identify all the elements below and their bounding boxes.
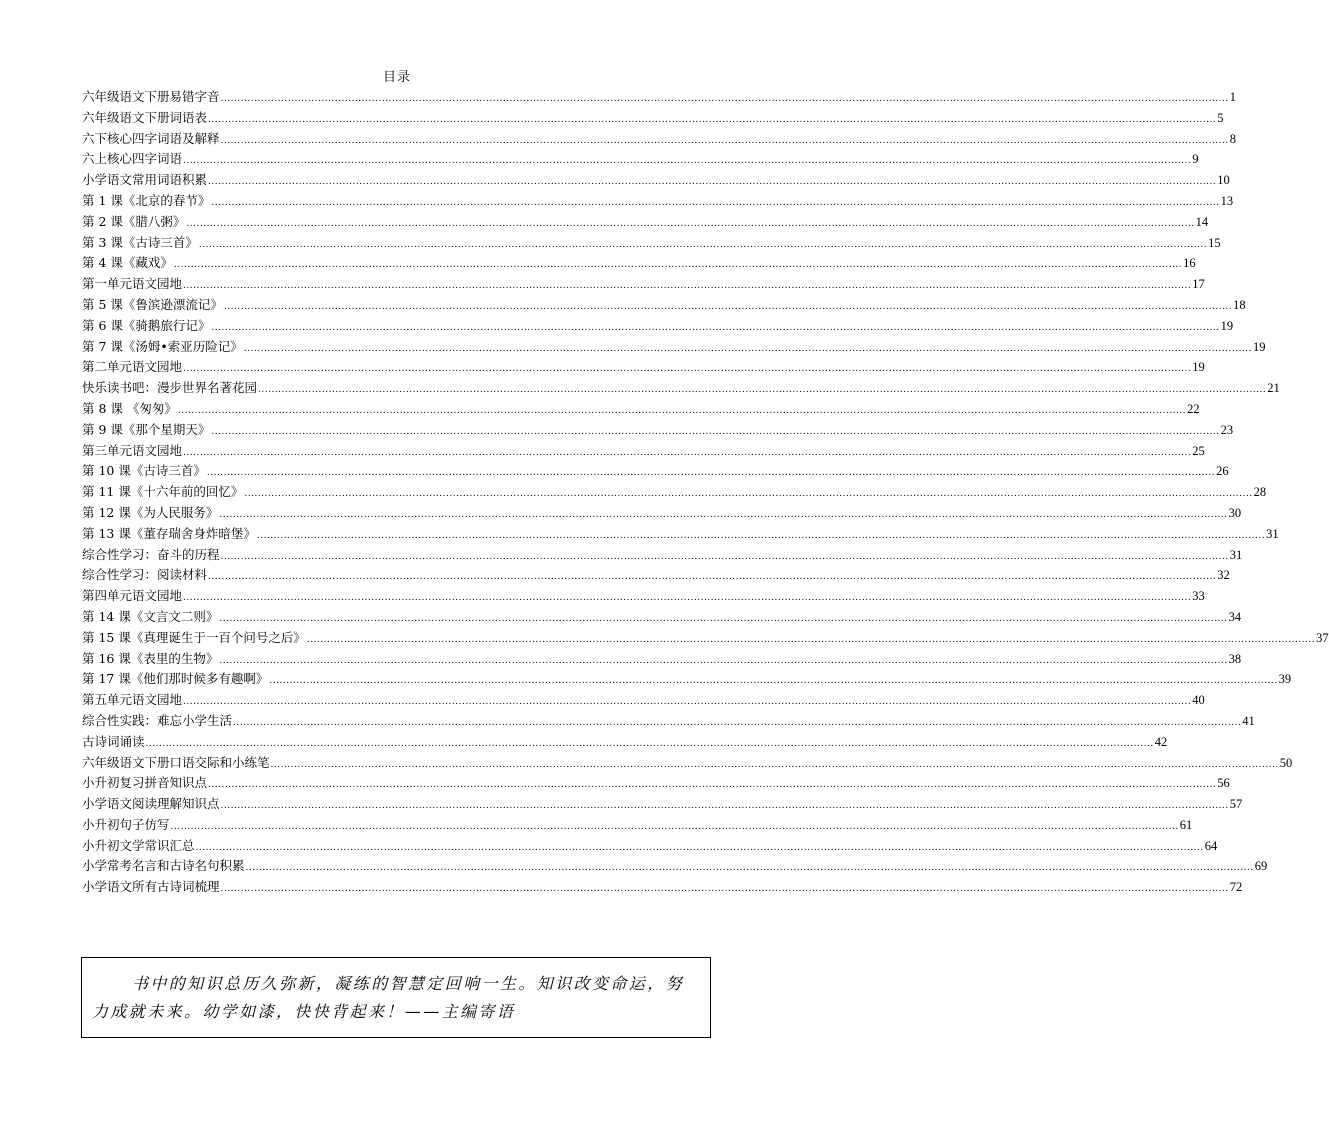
toc-leader-dots: ............................................................................................................................................................................................................................................................................................................: [244, 489, 1253, 500]
toc-leader-dots: ............................................................................................................................................................................................................................................................................................................: [206, 468, 1216, 479]
toc-entry-label: 六下核心四字词语及解释: [82, 130, 220, 146]
toc-entry-page: 56: [1217, 776, 1230, 791]
toc-leader-dots: ............................................................................................................................................................................................................................................................................................................: [256, 530, 1266, 541]
toc-entry[interactable]: [82, 233, 1221, 254]
toc-entry-label: 第二单元语文园地: [82, 359, 183, 375]
toc-entry-label: 小学语文常用词语积累: [82, 172, 208, 188]
toc-entry[interactable]: [82, 815, 1193, 836]
toc-entry-label: 第 7 课《汤姆•索亚历险记》: [82, 338, 243, 354]
toc-entry-label: 第 5 课《鲁滨逊漂流记》: [82, 296, 223, 312]
toc-entry-page: 57: [1229, 797, 1243, 812]
toc-leader-dots: ............................................................................................................................................................................................................................................................................................................: [220, 94, 1229, 104]
toc-entry-page: 25: [1192, 443, 1205, 458]
toc-leader-dots: ............................................................................................................................................................................................................................................................................................................: [208, 114, 1217, 125]
toc-entry-label: 第五单元语文园地: [82, 692, 183, 708]
toc-entry[interactable]: [82, 295, 1246, 316]
toc-entry[interactable]: [82, 545, 1243, 566]
toc-entry-page: 30: [1228, 505, 1242, 520]
toc-leader-dots: ............................................................................................................................................................................................................................................................................................................: [183, 447, 1192, 458]
toc-entry-label: 第 2 课《腊八粥》: [82, 213, 186, 229]
toc-entry-label: 第一单元语文园地: [82, 276, 183, 292]
toc-leader-dots: ............................................................................................................................................................................................................................................................................................................: [173, 260, 1183, 271]
toc-entry-label: 第 4 课《藏戏》: [82, 255, 173, 271]
toc-entry[interactable]: [82, 877, 1243, 898]
toc-leader-dots: ............................................................................................................................................................................................................................................................................................................: [145, 738, 1154, 749]
toc-entry-page: 72: [1229, 880, 1243, 895]
toc-entry-page: 69: [1254, 859, 1268, 874]
toc-entry-label: 第 6 课《骑鹅旅行记》: [82, 317, 211, 333]
toc-entry-label: 第 13 课《董存瑞舍身炸暗堡》: [82, 525, 256, 541]
toc-entry-page: 22: [1187, 401, 1200, 416]
toc-leader-dots: ............................................................................................................................................................................................................................................................................................................: [211, 426, 1220, 437]
toc-entry[interactable]: [82, 170, 1230, 191]
toc-entry[interactable]: [82, 253, 1196, 274]
toc-entry-label: 六上核心四字词语: [82, 151, 183, 167]
toc-entry[interactable]: [82, 191, 1234, 212]
toc-entry-page: 31: [1266, 526, 1279, 541]
toc-entry[interactable]: [82, 565, 1230, 586]
toc-entry-label: 综合性学习：阅读材料: [82, 567, 208, 583]
toc-entry-label: 快乐读书吧：漫步世界名著花园: [82, 380, 258, 396]
toc-leader-dots: ............................................................................................................................................................................................................................................................................................................: [183, 281, 1192, 292]
toc-leader-dots: ............................................................................................................................................................................................................................................................................................................: [195, 842, 1204, 853]
toc-entry-page: 37: [1316, 630, 1329, 645]
toc-entry-page: 16: [1183, 256, 1196, 271]
toc-entry-page: 21: [1267, 381, 1280, 396]
toc-entry-page: 5: [1217, 110, 1224, 125]
toc-leader-dots: ............................................................................................................................................................................................................................................................................................................: [219, 509, 1228, 520]
toc-entry-page: 23: [1220, 422, 1234, 437]
toc-entry-page: 31: [1229, 547, 1243, 562]
toc-entry-page: 13: [1220, 193, 1234, 208]
toc-entry[interactable]: [82, 108, 1224, 129]
toc-leader-dots: ............................................................................................................................................................................................................................................................................................................: [219, 613, 1228, 624]
toc-leader-dots: ............................................................................................................................................................................................................................................................................................................: [223, 301, 1233, 312]
toc-entry[interactable]: [82, 711, 1255, 732]
toc-leader-dots: ............................................................................................................................................................................................................................................................................................................: [208, 572, 1217, 583]
toc-entry[interactable]: [82, 753, 1293, 774]
toc-entry[interactable]: [82, 420, 1234, 441]
toc-entry-label: 第 15 课《真理诞生于一百个问号之后》: [82, 629, 306, 645]
toc-entry-page: 34: [1228, 609, 1242, 624]
toc-leader-dots: ............................................................................................................................................................................................................................................................................................................: [220, 884, 1229, 895]
toc-leader-dots: ............................................................................................................................................................................................................................................................................................................: [220, 801, 1229, 812]
toc-entry-page: 33: [1192, 589, 1205, 604]
toc-entry-label: 第 16 课《表里的生物》: [82, 650, 219, 666]
toc-leader-dots: ............................................................................................................................................................................................................................................................................................................: [183, 697, 1192, 708]
toc-entry-label: 古诗词诵读: [82, 733, 145, 749]
toc-entry[interactable]: [82, 357, 1205, 378]
toc-entry[interactable]: [82, 503, 1242, 524]
toc-entry-label: 第 3 课《古诗三首》: [82, 234, 198, 250]
toc-entry-label: 六年级语文下册易错字音: [82, 89, 220, 104]
toc-entry-page: 38: [1228, 651, 1242, 666]
toc-entry-label: 小学语文所有古诗词梳理: [82, 879, 220, 895]
toc-entry-page: 61: [1179, 817, 1193, 832]
toc-entry-label: 第 8 课 《匆匆》: [82, 400, 177, 416]
toc-leader-dots: ............................................................................................................................................................................................................................................................................................................: [211, 322, 1220, 333]
toc-leader-dots: ............................................................................................................................................................................................................................................................................................................: [183, 156, 1192, 167]
toc-leader-dots: ............................................................................................................................................................................................................................................................................................................: [186, 218, 1195, 229]
toc-entry[interactable]: [82, 482, 1267, 503]
toc-leader-dots: ............................................................................................................................................................................................................................................................................................................: [208, 780, 1217, 791]
toc-entry-label: 小升初复习拼音知识点: [82, 775, 208, 791]
toc-entry-page: 41: [1242, 713, 1255, 728]
toc-entry[interactable]: [82, 524, 1279, 545]
toc-entry[interactable]: [82, 212, 1209, 233]
toc-entry[interactable]: [82, 274, 1205, 295]
toc-leader-dots: ............................................................................................................................................................................................................................................................................................................: [183, 593, 1192, 604]
toc-entry-page: 15: [1208, 235, 1221, 250]
toc-entry-page: 10: [1217, 173, 1230, 188]
toc-entry-page: 19: [1192, 360, 1205, 375]
toc-entry-page: 17: [1192, 277, 1205, 292]
toc-entry-page: 28: [1253, 485, 1267, 500]
toc-entry[interactable]: [82, 149, 1199, 170]
toc-entry[interactable]: [82, 586, 1205, 607]
toc-entry[interactable]: [82, 316, 1234, 337]
toc-entry[interactable]: [82, 461, 1229, 482]
toc-entry-label: 六年级语文下册词语表: [82, 109, 208, 125]
toc-entry-label: 第 11 课《十六年前的回忆》: [82, 484, 244, 500]
toc-leader-dots: ............................................................................................................................................................................................................................................................................................................: [220, 135, 1229, 146]
toc-entry[interactable]: [82, 628, 1329, 649]
toc-entry[interactable]: [82, 399, 1200, 420]
toc-entry[interactable]: [82, 441, 1205, 462]
toc-entry[interactable]: [82, 836, 1218, 857]
toc-leader-dots: ............................................................................................................................................................................................................................................................................................................: [219, 655, 1228, 666]
toc-entry-label: 第 12 课《为人民服务》: [82, 504, 219, 520]
toc-entry-page: 18: [1233, 297, 1246, 312]
toc-entry-label: 第 14 课《文言文二则》: [82, 608, 219, 624]
toc-leader-dots: ............................................................................................................................................................................................................................................................................................................: [306, 634, 1316, 645]
toc-entry-page: 50: [1279, 755, 1293, 770]
toc-entry[interactable]: [82, 690, 1205, 711]
toc-entry-label: 小升初文学常识汇总: [82, 837, 195, 853]
toc-entry[interactable]: [82, 337, 1266, 358]
motto-box: [81, 957, 711, 1038]
toc-entry[interactable]: [82, 649, 1242, 670]
toc-entry-label: 综合性学习：奋斗的历程: [82, 546, 220, 562]
table-of-contents: [82, 87, 1329, 898]
toc-entry-page: 9: [1192, 152, 1199, 167]
toc-leader-dots: ............................................................................................................................................................................................................................................................................................................: [258, 385, 1267, 396]
toc-entry[interactable]: [82, 669, 1292, 690]
toc-entry[interactable]: [82, 732, 1168, 753]
toc-leader-dots: ............................................................................................................................................................................................................................................................................................................: [183, 364, 1192, 375]
toc-leader-dots: ............................................................................................................................................................................................................................................................................................................: [177, 405, 1187, 416]
toc-entry[interactable]: [82, 856, 1268, 877]
toc-entry-label: 小学常考名言和古诗名句积累: [82, 858, 245, 874]
toc-entry-page: 32: [1217, 568, 1230, 583]
toc-leader-dots: ............................................................................................................................................................................................................................................................................................................: [269, 676, 1278, 687]
toc-leader-dots: ............................................................................................................................................................................................................................................................................................................: [220, 551, 1229, 562]
toc-entry-label: 六年级语文下册口语交际和小练笔: [82, 754, 270, 770]
editor-motto: 书中的知识总历久弥新，凝练的智慧定回响一生。知识改变命运，努力成就未来。幼学如漆，快快背起来！——主编寄语: [92, 974, 685, 1021]
toc-entry[interactable]: [82, 794, 1243, 815]
toc-leader-dots: ............................................................................................................................................................................................................................................................................................................: [233, 717, 1242, 728]
toc-leader-dots: ............................................................................................................................................................................................................................................................................................................: [170, 821, 1179, 832]
toc-leader-dots: ............................................................................................................................................................................................................................................................................................................: [208, 177, 1217, 188]
toc-leader-dots: ............................................................................................................................................................................................................................................................................................................: [211, 197, 1220, 208]
toc-entry-page: 19: [1253, 339, 1266, 354]
toc-leader-dots: ............................................................................................................................................................................................................................................................................................................: [198, 239, 1208, 250]
toc-entry-page: 42: [1154, 734, 1168, 749]
toc-entry-page: 40: [1192, 693, 1205, 708]
toc-entry[interactable]: [82, 607, 1242, 628]
toc-entry-label: 第 17 课《他们那时候多有趣啊》: [82, 671, 269, 687]
toc-entry-page: 26: [1216, 464, 1229, 479]
toc-leader-dots: ............................................................................................................................................................................................................................................................................................................: [243, 343, 1253, 354]
toc-entry-label: 第三单元语文园地: [82, 442, 183, 458]
toc-entry-label: 综合性实践：难忘小学生活: [82, 712, 233, 728]
toc-entry[interactable]: [82, 129, 1237, 150]
toc-entry-label: 小学语文阅读理解知识点: [82, 796, 220, 812]
toc-entry-label: 第四单元语文园地: [82, 588, 183, 604]
toc-entry[interactable]: [82, 378, 1280, 399]
toc-title: 目录: [382, 70, 411, 85]
toc-entry[interactable]: [82, 773, 1230, 794]
toc-entry-page: 64: [1204, 838, 1218, 853]
toc-entry[interactable]: [82, 87, 1237, 108]
toc-entry-page: 14: [1195, 214, 1209, 229]
toc-entry-label: 第 10 课《古诗三首》: [82, 463, 206, 479]
toc-leader-dots: ............................................................................................................................................................................................................................................................................................................: [270, 759, 1279, 770]
toc-entry-label: 小升初句子仿写: [82, 816, 170, 832]
toc-entry-page: 19: [1220, 318, 1234, 333]
toc-entry-page: 1: [1229, 90, 1237, 104]
toc-leader-dots: ............................................................................................................................................................................................................................................................................................................: [245, 863, 1254, 874]
toc-entry-label: 第 1 课《北京的春节》: [82, 192, 211, 208]
toc-entry-page: 39: [1278, 672, 1292, 687]
toc-entry-page: 8: [1229, 131, 1237, 146]
toc-entry-label: 第 9 课《那个星期天》: [82, 421, 211, 437]
